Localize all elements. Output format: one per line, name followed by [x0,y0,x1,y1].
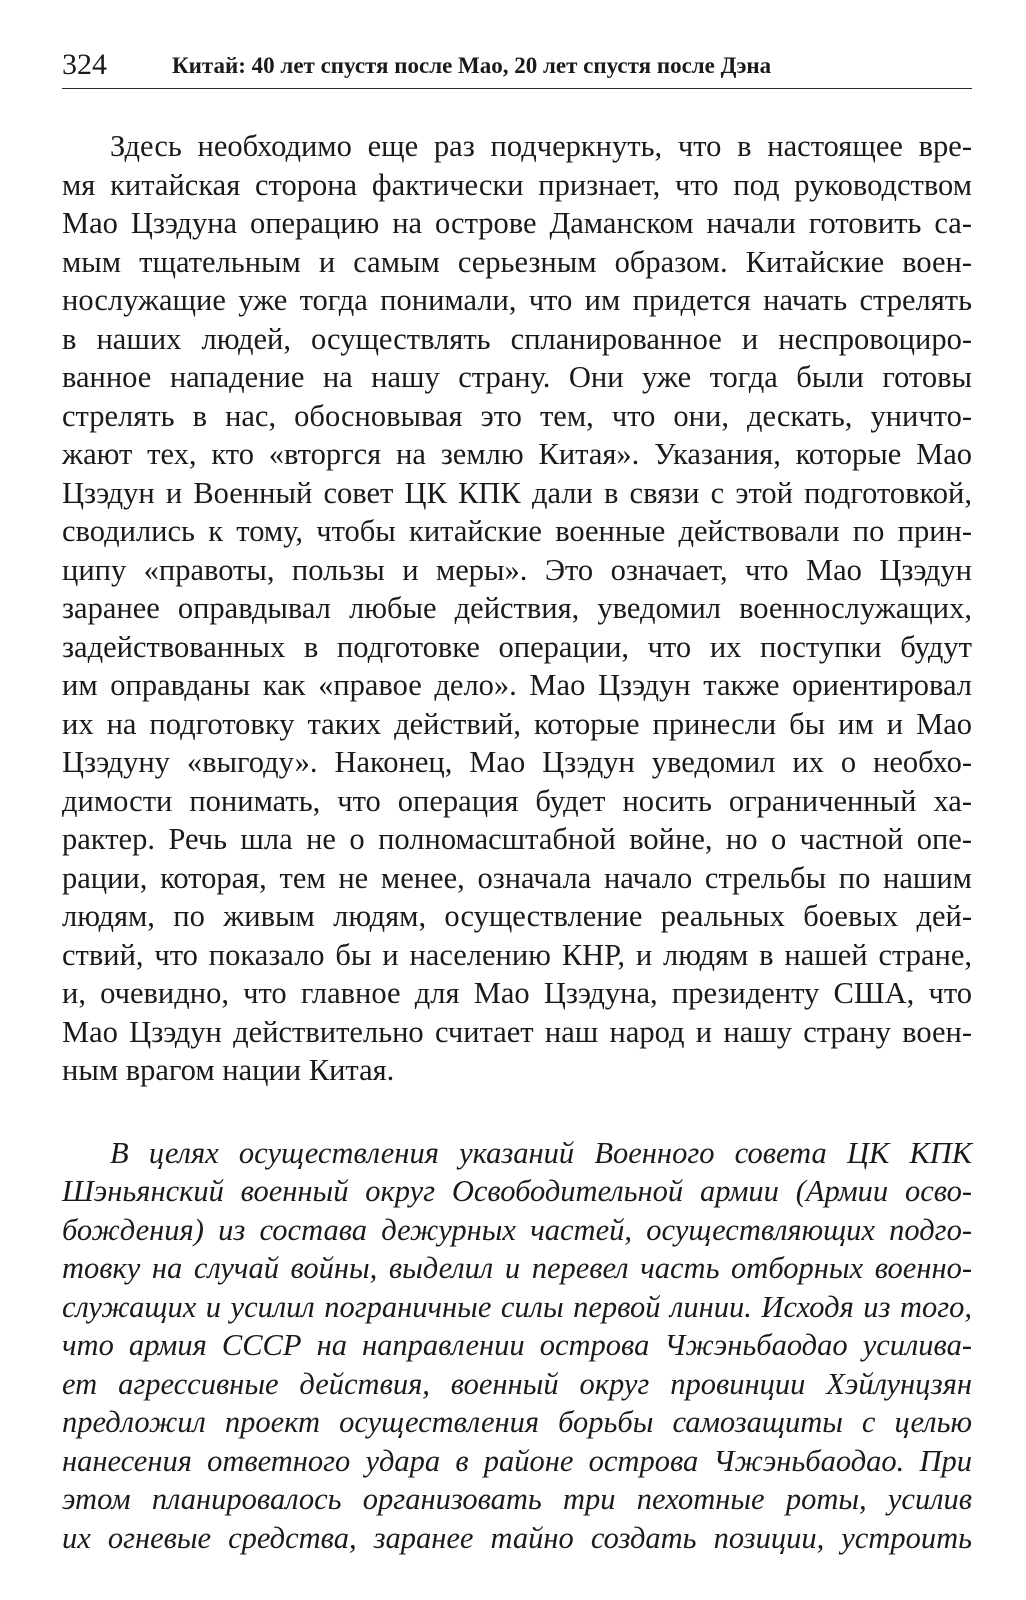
quote-line: Шэньянский военный округ Освободительной армии (Армии осво- [62,1174,972,1208]
text-line: ванное нападение на нашу страну. Они уже тогда были готовы [62,360,972,394]
quote-line: нанесения ответного удара в районе острова Чжэньбаодао. При [62,1443,972,1478]
text-line: рации, которая, тем не менее, означала начало стрельбы по нашим [62,860,972,895]
paragraph-main [62,127,972,1090]
quote-line: товку на случай войны, выделил и перевел часть отборных военно- [62,1251,972,1285]
text-line: мым тщательным и самым серьезным образом. Китайские воен- [62,244,972,279]
page-body [62,127,972,1557]
text-line: и, очевидно, что главное для Мао Цзэдуна, президенту США, что [62,976,972,1010]
text-line: мя китайская сторона фактически признает, что под руководством [62,167,972,202]
quote-line: служащих и усилил пограничные силы первой линии. Исходя из того, [62,1289,972,1324]
quote-line: В целях осуществления указаний Военного совета ЦК КПК [110,1135,972,1170]
text-line: ципу «правоты, пользы и меры». Это означает, что Мао Цзэдун [62,552,972,587]
text-line: ным врагом нации Китая. [62,1053,395,1087]
text-line: Мао Цзэдун действительно считает наш народ и нашу страну воен- [62,1014,972,1049]
text-line: нослужащие уже тогда понимали, что им придется начать стрелять [62,283,972,317]
quote-line: их огневые средства, заранее тайно создать позиции, устроить [62,1520,972,1555]
quote-line: этом планировалось организовать три пехотные роты, усилив [62,1482,972,1516]
page-header [62,44,972,89]
text-line: им оправданы как «правое дело». Мао Цзэдун также ориентировал [62,668,972,702]
paragraph-quote [62,1134,972,1558]
text-line: задействованных в подготовке операции, что их поступки будут [62,629,972,664]
text-line: ствий, что показало бы и населению КНР, и людям в нашей стране, [62,937,972,972]
text-line: сводились к тому, чтобы китайские военные действовали по прин- [62,514,972,548]
text-line: Здесь необходимо еще раз подчеркнуть, что в настоящее вре- [110,129,972,163]
quote-line: ет агрессивные действия, военный округ провинции Хэйлунцзян [62,1366,972,1401]
quote-line: бождения) из состава дежурных частей, осуществляющих подго- [62,1212,972,1247]
text-line: людям, по живым людям, осуществление реальных боевых дей- [62,899,972,933]
text-line: их на подготовку таких действий, которые принесли бы им и Мао [62,706,972,741]
quote-line: предложил проект осуществления борьбы самозащиты с целью [62,1405,972,1439]
text-line: в наших людей, осуществлять спланированное и неспровоциро- [62,321,972,356]
text-line: заранее оправдывал любые действия, уведомил военнослужащих, [62,591,972,625]
text-line: Цзэдуну «выгоду». Наконец, Мао Цзэдун уведомил их о необхо- [62,745,972,779]
text-line: рактер. Речь шла не о полномасштабной войне, но о частной опе- [62,822,972,856]
text-line: димости понимать, что операция будет носить ограниченный ха- [62,783,972,818]
page-number: 324 [62,48,107,81]
quote-line: что армия СССР на направлении острова Чжэньбаодао усилива- [62,1328,972,1362]
text-line: стрелять в нас, обосновывая это тем, что они, дескать, уничто- [62,398,972,433]
text-line: Цзэдун и Военный совет ЦК КПК дали в связи с этой подготовкой, [62,475,972,510]
text-line: жают тех, кто «вторгся на землю Китая». Указания, которые Мао [62,437,972,471]
text-line: Мао Цзэдуна операцию на острове Даманском начали готовить са- [62,206,972,240]
running-title: Китай: 40 лет спустя после Мао, 20 лет спустя после Дэна [172,53,772,78]
